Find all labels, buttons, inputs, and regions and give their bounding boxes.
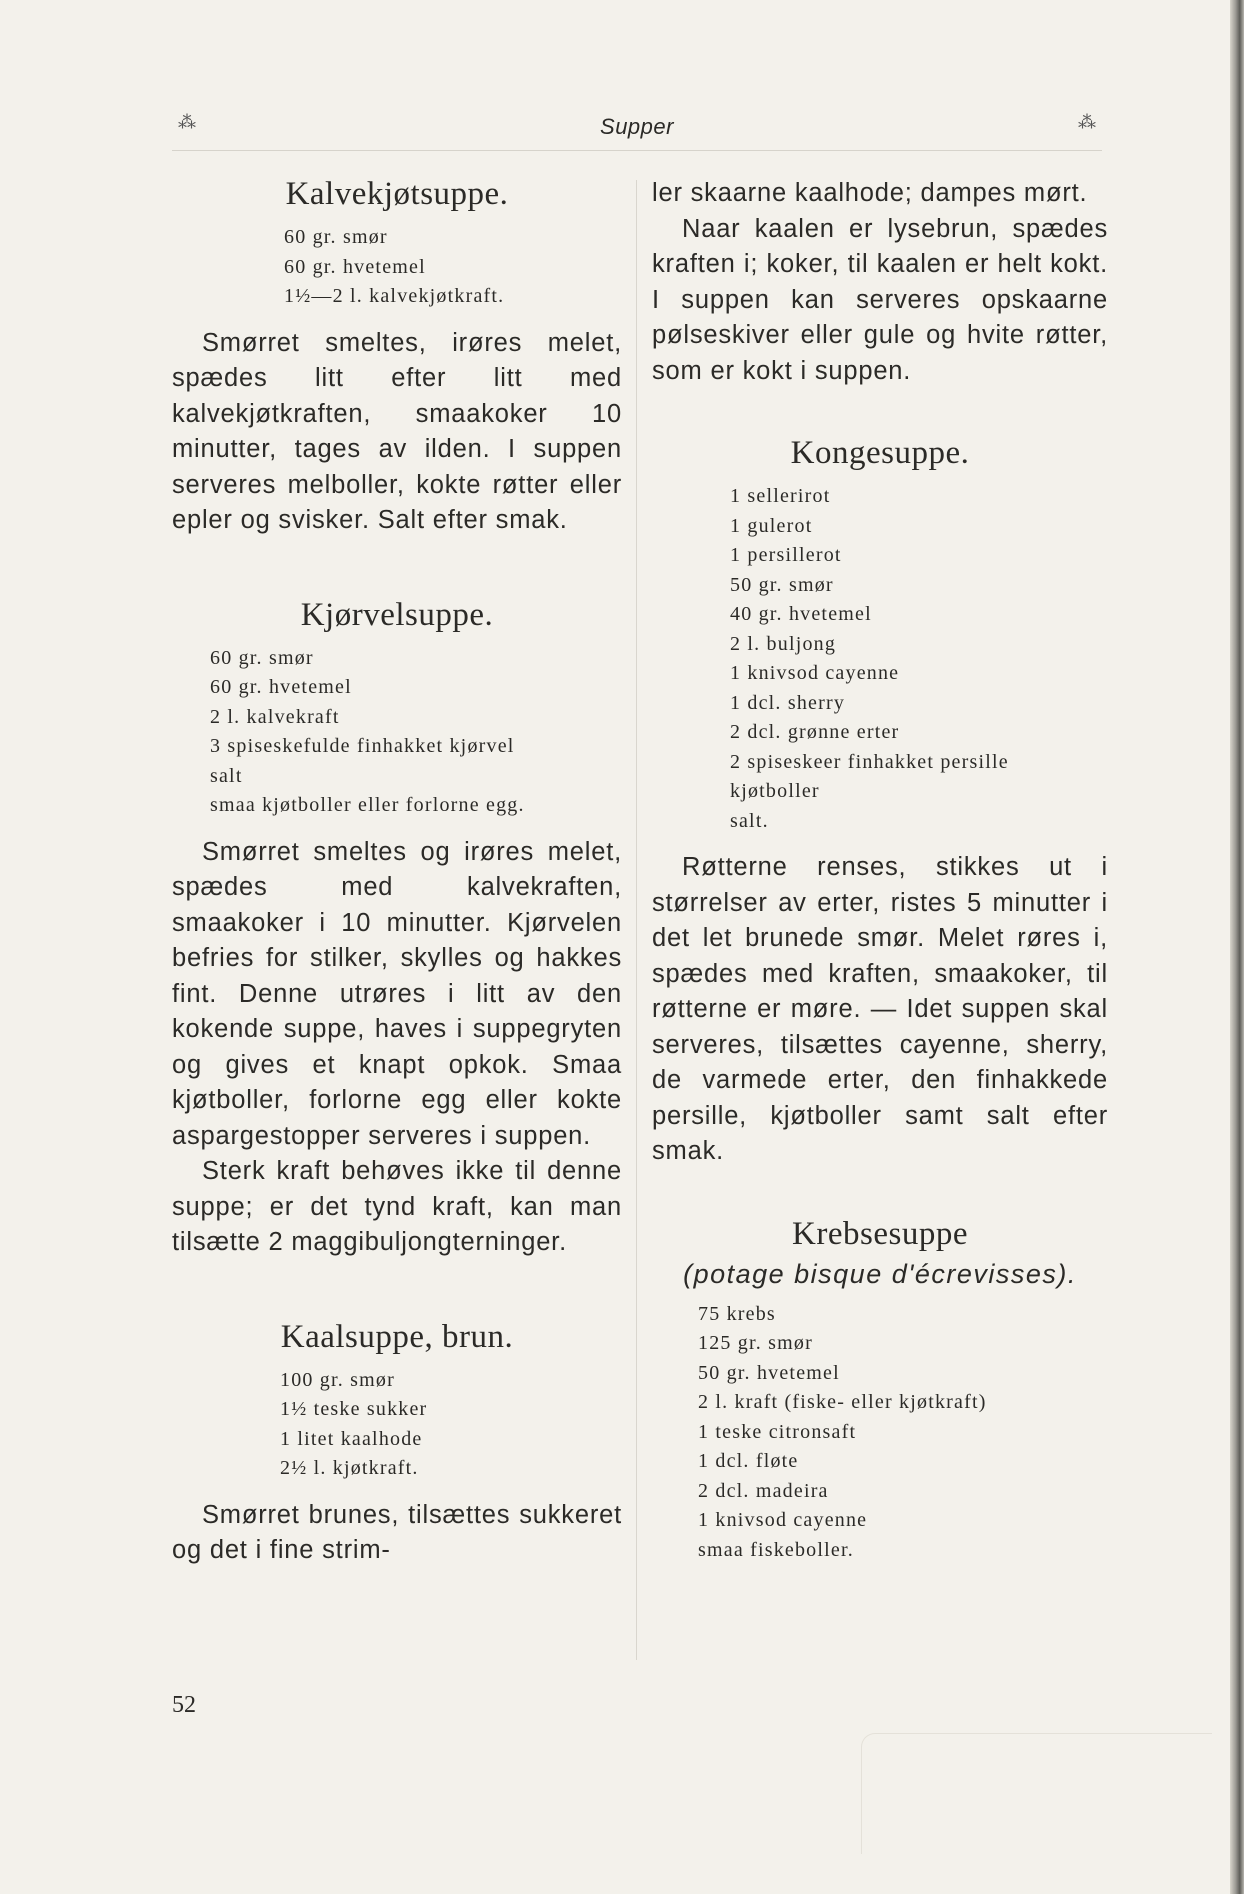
left-column [172, 176, 622, 1569]
recipe-text: Smørret smeltes, irøres melet, spædes litt efter litt med kalvekjøtkraften, smaakoker 10 minutter, tages av ilden. I suppen serveres melboller, kokte røtter eller epler og svisker. Salt efter smak. [172, 328, 622, 534]
recipe-text: Smørret smeltes og irøres melet, spædes med kalvekraften, smaakoker i 10 minutter. Kjørvelen befries for stilker, skylles og hakkes fint. Denne utrøres i litt av den kokende suppe, haves i suppegryten og gives et knapt opkok. Smaa kjøtboller, forlorne egg eller kokte aspargestopper serveres i suppen. [172, 837, 622, 1150]
running-title: Supper [600, 114, 674, 139]
ingredient: 50 gr. hvetemel [698, 1361, 840, 1384]
ingredient: 2 dcl. madeira [698, 1479, 829, 1502]
column-divider [636, 180, 637, 1660]
ingredient: 2½ l. kjøtkraft. [280, 1457, 419, 1479]
ingredient: 1 litet kaalhode [280, 1427, 423, 1450]
right-column [652, 176, 1108, 1579]
ingredient: salt [210, 764, 243, 787]
ingredient: 1 teske citronsaft [698, 1420, 857, 1443]
recipe-title: Kaalsuppe, brun. [280, 1318, 514, 1355]
ingredient: 2 l. kalvekraft [210, 705, 340, 728]
recipe-text-continued: Naar kaalen er lysebrun, spædes kraften i; koker, til kaalen er helt kokt. I suppen kan serveres opskaarne pølseskiver eller gule og hvite røtter, som er kokt i suppen. [652, 214, 1108, 385]
recipe-kongesuppe [652, 435, 1108, 1170]
ingredient: 1½—2 l. kalvekjøtkraft. [284, 285, 505, 307]
ingredient: 60 gr. hvetemel [210, 676, 352, 698]
running-header [172, 110, 1102, 151]
page-corner-mark [861, 1733, 1212, 1854]
ingredient: 1 persillerot [730, 544, 842, 566]
recipe-text-continued: ler skaarne kaalhode; dampes mørt. [652, 179, 1088, 207]
recipe-title: Kongesuppe. [790, 435, 970, 471]
ingredient: 3 spiseskefulde finhakket kjørvel [210, 735, 515, 757]
ingredient: smaa fiskeboller. [698, 1538, 854, 1561]
ingredient: 1 dcl. fløte [698, 1450, 799, 1472]
ingredient: 2 spiseskeer finhakket persille [730, 750, 1009, 773]
recipe-title: Kalvekjøtsuppe. [285, 176, 509, 212]
ornament-right-icon: ⁂ [1078, 112, 1096, 132]
ingredient: kjøtboller [730, 780, 820, 802]
ingredient: 1½ teske sukker [280, 1398, 428, 1420]
recipe-title-text: Krebsesuppe [792, 1215, 968, 1252]
recipe-title [652, 1216, 1108, 1290]
ingredient: 2 l. buljong [730, 632, 837, 655]
ingredient-list [730, 482, 1108, 836]
recipe-kalvekjotsuppe [172, 176, 622, 539]
ingredient: 60 gr. smør [284, 226, 388, 248]
ingredient: 60 gr. hvetemel [284, 255, 426, 278]
ingredient: smaa kjøtboller eller forlorne egg. [210, 794, 525, 816]
page-number: 52 [172, 1692, 196, 1718]
ingredient: 75 krebs [698, 1302, 776, 1325]
ingredient: 1 knivsod cayenne [698, 1509, 868, 1531]
ingredient: 1 sellerirot [730, 485, 831, 507]
ingredient: 50 gr. smør [730, 573, 834, 596]
recipe-krebsesuppe [652, 1216, 1108, 1566]
ingredient: 1 dcl. sherry [730, 691, 846, 714]
ingredient-list [284, 223, 622, 312]
recipe-text: Røtterne renses, stikkes ut i størrelser av erter, ristes 5 minutter i det let brunede smør. Melet røres i, spædes med kraften, smaakoker, til røtterne er møre. — Idet suppen skal serveres, tilsættes cayenne, sherry, de varmede erter, den finhakkede persille, kjøtboller samt salt efter smak. [652, 853, 1108, 1165]
recipe-title: Kjørvelsuppe. [300, 596, 494, 633]
ornament-left-icon: ⁂ [178, 112, 196, 132]
ingredient: 40 gr. hvetemel [730, 603, 872, 625]
ingredient: salt. [730, 809, 769, 832]
ingredient: 60 gr. smør [210, 646, 314, 669]
ingredient: 2 dcl. grønne erter [730, 721, 900, 743]
ingredient: 125 gr. smør [698, 1332, 813, 1354]
ingredient: 100 gr. smør [280, 1368, 395, 1391]
ingredient-list [280, 1366, 622, 1484]
recipe-text: Sterk kraft behøves ikke til denne suppe; er det tynd kraft, kan man tilsætte 2 maggibuljongterninger. [172, 1157, 622, 1256]
ingredient-list [210, 644, 622, 821]
ingredient: 1 knivsod cayenne [730, 662, 900, 684]
recipe-subtitle: (potage bisque d'écrevisses). [683, 1258, 1077, 1289]
ingredient: 2 l. kraft (fiske- eller kjøtkraft) [698, 1391, 987, 1413]
book-binding-edge [1230, 0, 1244, 1894]
ingredient-list [698, 1300, 1108, 1566]
recipe-kaalsuppe [172, 1319, 622, 1569]
recipe-text: Smørret brunes, tilsættes sukkeret og det i fine strim- [172, 1500, 622, 1564]
ingredient: 1 gulerot [730, 514, 813, 537]
recipe-kjorvelsuppe [172, 597, 622, 1261]
